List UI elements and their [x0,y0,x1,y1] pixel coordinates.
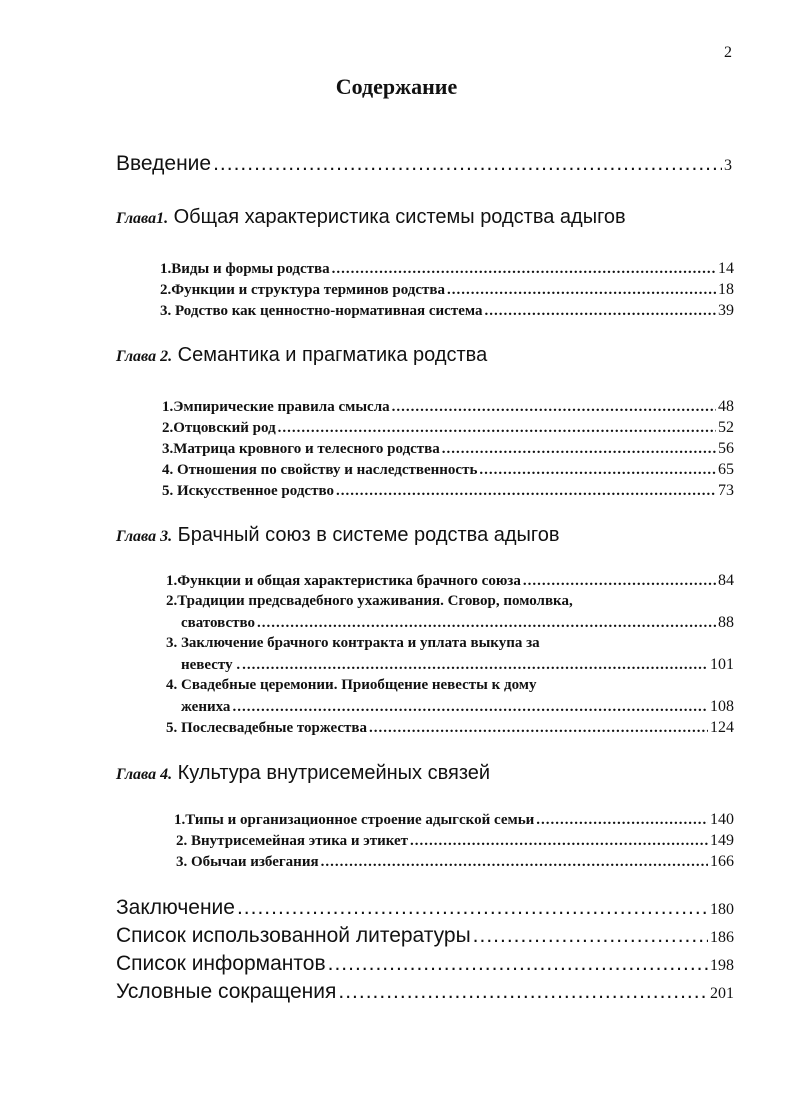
toc-entry-2-5[interactable] [162,482,734,500]
toc-entry-references[interactable] [116,924,734,948]
dot-leader [410,833,708,850]
dot-leader [523,573,716,590]
page-title: Содержание [335,74,458,99]
toc-entry-text: 2. Внутрисемейная этика и этикет [176,833,409,849]
toc-entry-page: 186 [710,929,734,946]
page-number: 2 [724,44,732,61]
dot-leader [213,152,722,176]
dot-leader [536,812,708,829]
toc-entry-intro[interactable] [116,152,732,176]
toc-entry-text: 2.Функции и структура терминов родства [160,282,445,298]
toc-entry-text: Заключение [116,896,235,919]
toc-entry-text: 1.Функции и общая характеристика брачного союза [166,573,521,589]
toc-entry-informants[interactable] [116,952,734,976]
toc-entry-2-3[interactable] [162,440,734,458]
toc-entry-text: Список информантов [116,952,326,975]
toc-entry-3-4[interactable] [181,698,734,716]
chapter-title: Культура внутрисемейных связей [177,762,491,784]
toc-entry-3-5[interactable] [166,719,734,737]
toc-entry-page: 65 [718,461,734,478]
toc-entry-page: 166 [710,853,734,870]
toc-entry-2-4[interactable] [162,461,734,479]
toc-entry-page: 84 [718,572,734,589]
toc-entry-page: 124 [710,719,734,736]
dot-leader [484,303,716,320]
toc-entry-3-1[interactable] [166,572,734,590]
toc-entry-page: 149 [710,832,734,849]
chapter-heading-4[interactable] [116,762,490,785]
dot-leader [237,896,708,920]
toc-entry-1-1[interactable] [160,260,734,278]
toc-entry-2-2[interactable] [162,419,734,437]
dot-leader [369,720,708,737]
chapter-heading-1[interactable] [116,206,626,229]
toc-entry-abbreviations[interactable] [116,980,734,1004]
toc-entry-page: 140 [710,811,734,828]
dot-leader [257,615,716,632]
dot-leader [336,483,716,500]
toc-entry-3-3-line1: 3. Заключение брачного контракта и уплата выкупа за [166,635,540,651]
toc-entry-3-2-line1: 2.Традиции предсвадебного ухаживания. Сговор, помолвка, [166,593,573,609]
dot-leader [442,441,716,458]
toc-entry-text: 1.Виды и формы родства [160,261,330,277]
dot-leader [278,420,716,437]
toc-entry-4-2[interactable] [176,832,734,850]
toc-entry-page: 101 [710,656,734,673]
toc-entry-text: Список использованной литературы [116,924,471,947]
toc-entry-page: 14 [718,260,734,277]
toc-entry-conclusion[interactable] [116,896,734,920]
dot-leader [328,952,708,976]
toc-entry-text: сватовство [181,615,255,631]
chapter-heading-3[interactable] [116,524,560,547]
dot-leader [332,261,716,278]
chapter-label: Глава 3. [116,528,173,545]
chapter-label: Глава 4. [116,766,173,783]
toc-entry-text: невесту . [181,657,241,673]
chapter-title: Брачный союз в системе родства адыгов [177,524,560,546]
toc-entry-page: 48 [718,398,734,415]
toc-entry-page: 56 [718,440,734,457]
toc-entry-text: Условные сокращения [116,980,337,1003]
toc-entry-page: 52 [718,419,734,436]
dot-leader [479,462,716,479]
toc-entry-page: 3 [724,157,732,174]
toc-entry-text: 1.Типы и организационное строение адыгской семьи [174,812,535,828]
dot-leader [321,854,708,871]
toc-entry-page: 201 [710,985,734,1002]
toc-entry-text: жениха [181,699,231,715]
toc-entry-text: 5. Искусственное родство [162,483,334,499]
dot-leader [473,924,708,948]
toc-entry-text: 3. Родство как ценностно-нормативная система [160,303,483,319]
toc-entry-text: 3. Обычаи избегания [176,854,319,870]
toc-entry-text: 4. Отношения по свойству и наследственность [162,462,478,478]
toc-entry-page: 180 [710,901,734,918]
toc-entry-text: 1.Эмпирические правила смысла [162,399,390,415]
toc-entry-3-4-line1: 4. Свадебные церемонии. Приобщение невесты к дому [166,677,537,693]
toc-entry-page: 39 [718,302,734,319]
toc-entry-page: 73 [718,482,734,499]
toc-entry-text: 5. Послесвадебные торжества [166,720,368,736]
chapter-label: Глава1. [116,210,169,227]
toc-entry-3-3[interactable] [181,656,734,674]
toc-entry-3-2[interactable] [181,614,734,632]
dot-leader [242,657,708,674]
toc-entry-page: 18 [718,281,734,298]
chapter-title: Семантика и прагматика родства [177,344,488,366]
chapter-heading-2[interactable] [116,344,487,367]
chapter-title: Общая характеристика системы родства адыгов [173,206,626,228]
toc-entry-text: 2.Отцовский род [162,420,276,436]
toc-entry-page: 88 [718,614,734,631]
toc-entry-page: 198 [710,957,734,974]
toc-entry-2-1[interactable] [162,398,734,416]
chapter-label: Глава 2. [116,348,173,365]
toc-entry-1-2[interactable] [160,281,734,299]
dot-leader [232,699,708,716]
dot-leader [447,282,716,299]
toc-entry-4-1[interactable] [174,811,734,829]
toc-entry-4-3[interactable] [176,853,734,871]
dot-leader [392,399,716,416]
dot-leader [338,980,708,1004]
toc-entry-1-3[interactable] [160,302,734,320]
toc-entry-text: 3.Матрица кровного и телесного родства [162,441,440,457]
toc-entry-text: Введение [116,152,212,175]
toc-entry-page: 108 [710,698,734,715]
